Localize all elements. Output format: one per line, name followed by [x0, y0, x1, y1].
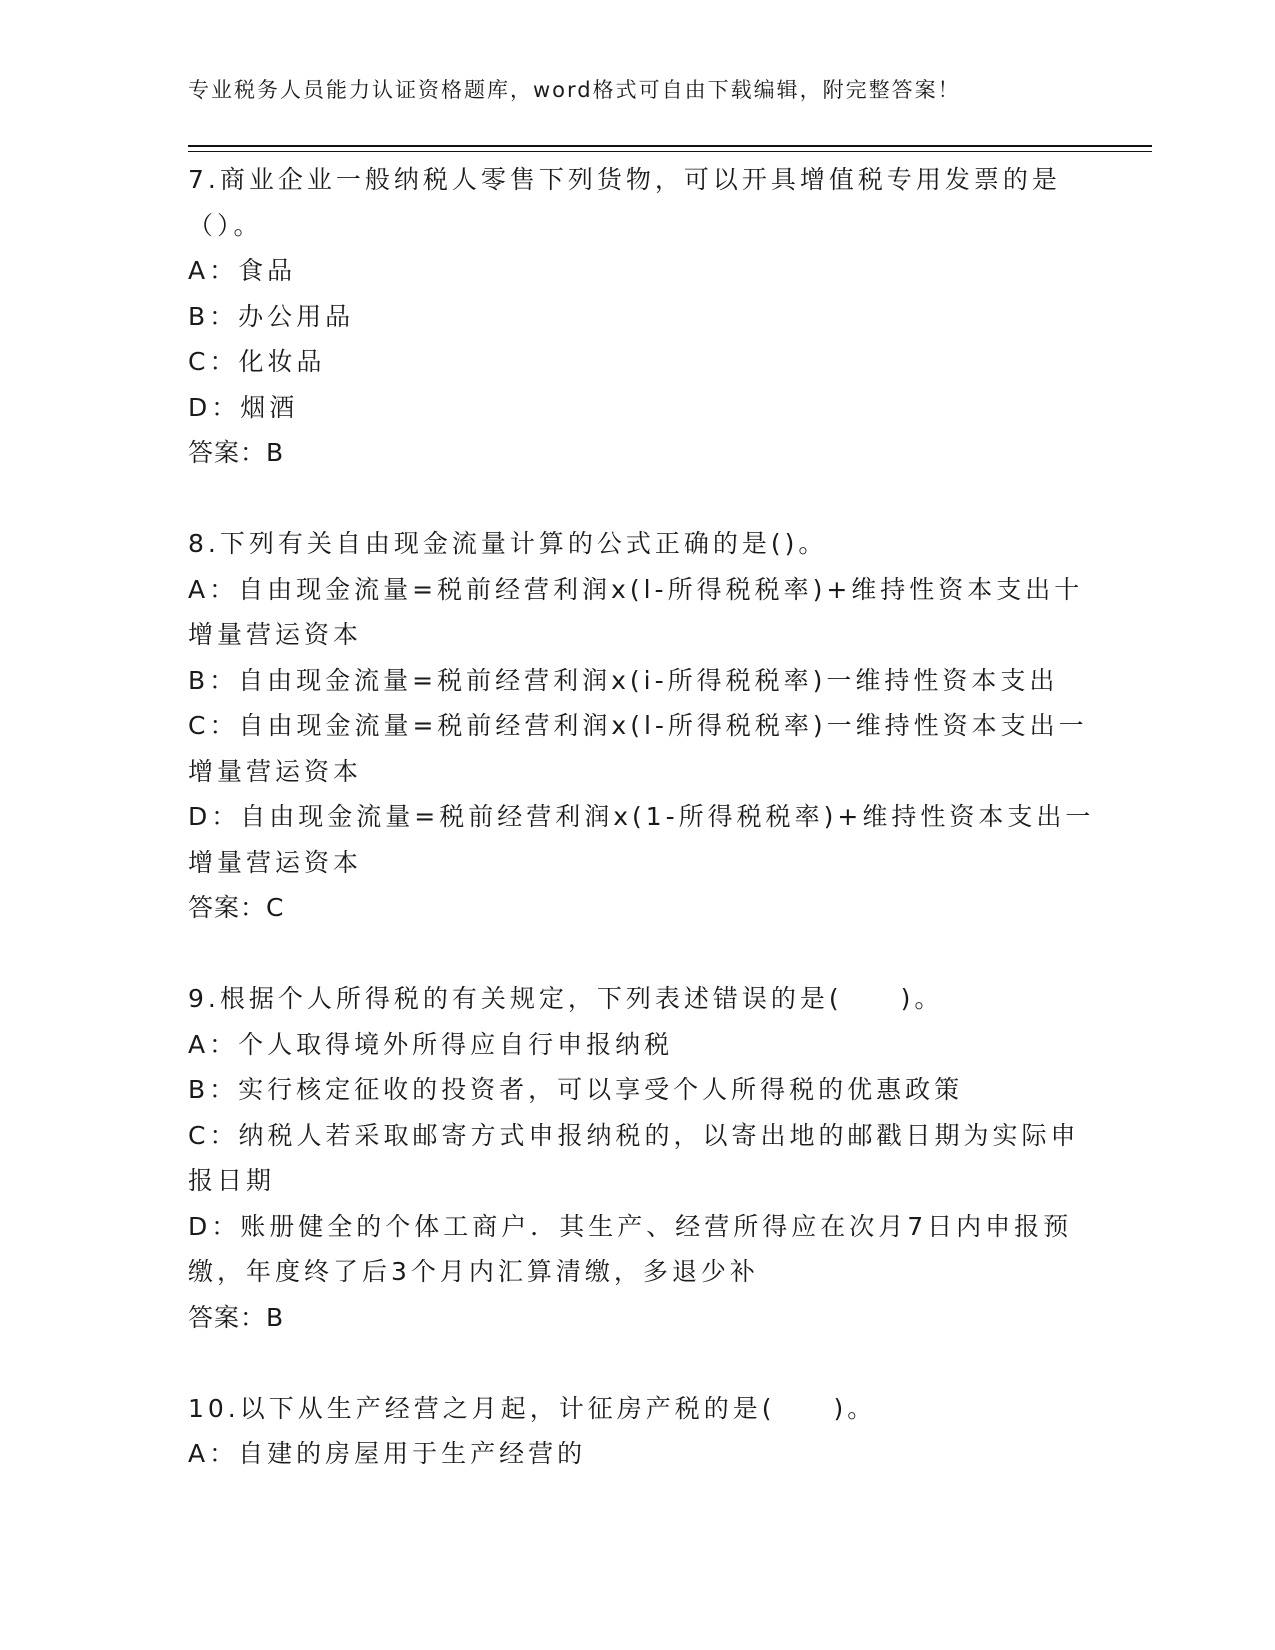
- question-stem: 9.根据个人所得税的有关规定，下列表述错误的是( )。: [188, 984, 944, 1013]
- question-stem: 10.以下从生产经营之月起，计征房产税的是( )。: [188, 1393, 877, 1423]
- question-stem-cont: （）。: [188, 210, 263, 240]
- option-a: A：个人取得境外所得应自行申报纳税: [188, 1029, 674, 1059]
- option-d: D：账册健全的个体工商户．其生产、经营所得应在次月7日内申报预: [188, 1211, 1073, 1241]
- question-stem: 7.商业企业一般纳税人零售下列货物，可以开具增值税专用发票的是: [188, 165, 1061, 194]
- answer: 答案：C: [188, 893, 285, 922]
- option-a: A：自由现金流量=税前经营利润x(l-所得税税率)+维持性资本支出十: [188, 574, 1084, 604]
- question-10: [188, 1386, 1088, 1477]
- option-d-cont: 缴，年度终了后3个月内汇算清缴，多退少补: [188, 1257, 759, 1286]
- page-header: 专业税务人员能力认证资格题库，word格式可自由下载编辑，附完整答案！: [188, 78, 961, 102]
- option-d: D：自由现金流量=税前经营利润x(1-所得税税率)+维持性资本支出一: [188, 802, 1095, 831]
- option-b: B：办公用品: [188, 301, 355, 331]
- question-7: [188, 157, 1088, 476]
- question-9: [188, 976, 1088, 1340]
- header-rule-thick: [188, 145, 1152, 147]
- option-c: C：化妆品: [188, 347, 326, 376]
- question-stem: 8.下列有关自由现金流量计算的公式正确的是()。: [188, 529, 828, 558]
- option-a: A：自建的房屋用于生产经营的: [188, 1439, 587, 1468]
- option-a-cont: 增量营运资本: [188, 620, 363, 649]
- option-c: C：自由现金流量=税前经营利润x(l-所得税税率)一维持性资本支出一: [188, 711, 1088, 740]
- question-8: [188, 521, 1095, 931]
- option-c-cont: 增量营运资本: [188, 756, 363, 786]
- answer: 答案：B: [188, 1302, 285, 1332]
- header-rule-thin: [188, 151, 1152, 152]
- option-b: B：实行核定征收的投资者，可以享受个人所得税的优惠政策: [188, 1075, 964, 1104]
- option-b: B：自由现金流量=税前经营利润x(i-所得税税率)一维持性资本支出: [188, 665, 1059, 695]
- option-c-cont: 报日期: [188, 1166, 276, 1195]
- option-a: A：食品: [188, 256, 297, 285]
- option-d: D：烟酒: [188, 392, 299, 422]
- answer: 答案：B: [188, 438, 285, 467]
- option-d-cont: 增量营运资本: [188, 847, 363, 877]
- question-list: [188, 157, 1095, 1477]
- option-c: C：纳税人若采取邮寄方式申报纳税的，以寄出地的邮戳日期为实际申: [188, 1120, 1080, 1150]
